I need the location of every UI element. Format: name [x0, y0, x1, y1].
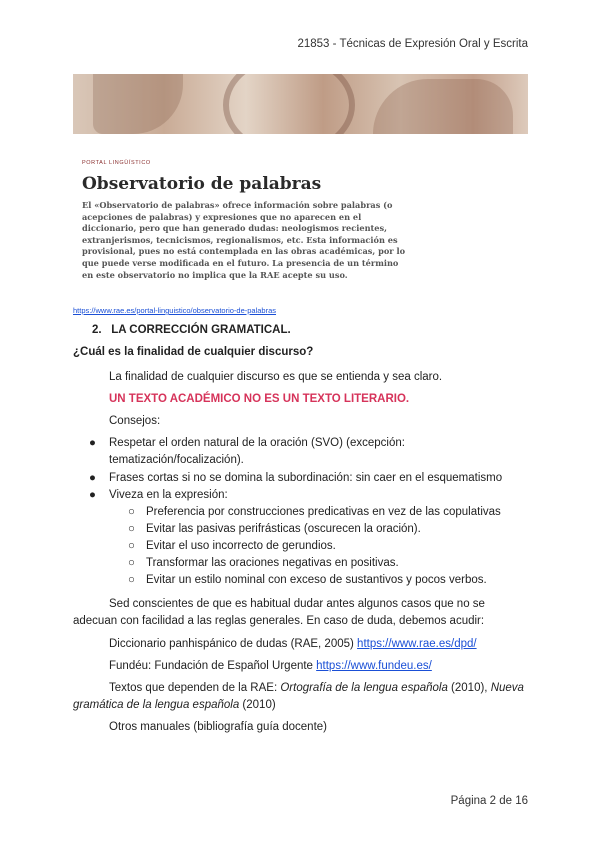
gramatica-title: Nueva gramática de la lengua española [73, 682, 524, 711]
sub-list-item-text: Transformar las oraciones negativas en positivas. [146, 557, 399, 569]
list-item-text: Viveza en la expresión: [109, 489, 228, 501]
list-item [89, 435, 489, 468]
banner-image [73, 74, 528, 134]
section-title: LA CORRECCIÓN GRAMATICAL. [111, 324, 291, 336]
dpd-link[interactable]: https://www.rae.es/dpd/ [357, 638, 477, 650]
page-number: Página 2 de 16 [450, 795, 528, 807]
sub-list-item [128, 555, 399, 572]
list-item-text: Respetar el orden natural de la oración (SVO) (excepción: tematización/focalización). [109, 437, 405, 466]
circle-bullet-icon: ○ [128, 506, 135, 518]
resource-dpd-text: Diccionario panhispánico de dudas (RAE, 2005) [109, 638, 358, 650]
sub-list-item [128, 521, 421, 538]
bullet-icon: ● [89, 472, 96, 484]
consejos-label: Consejos: [109, 415, 161, 427]
resource-fundeu-text: Fundéu: Fundación de Español Urgente [109, 660, 317, 672]
circle-bullet-icon: ○ [128, 523, 135, 535]
resource-dpd [109, 636, 477, 653]
list-item [89, 470, 519, 487]
section-number: 2. [92, 324, 102, 336]
figure-description: El «Observatorio de palabras» ofrece información sobre palabras (o acepciones de palabras) y expresiones que no aparecen en el diccionario, pero que han generado dudas: neologismos recientes, extranjerismos, tecnicismos, regionalismos, etc. Esta información es provisional, pues no está contemplada en las obras académicas, por lo que puede verse modificada en el futuro. La presencia de un término en este observatorio no implica que la RAE acepte su uso. [82, 200, 406, 280]
portal-label: PORTAL LINGÜÍSTICO [82, 160, 151, 166]
bullet-icon: ● [89, 437, 96, 449]
gramatica-year: (2010) [239, 698, 276, 711]
sub-list-item-text: Evitar las pasivas perifrásticas (oscurecen la oración). [146, 523, 421, 535]
sub-list-item [128, 504, 501, 521]
highlight-text: UN TEXTO ACADÉMICO NO ES UN TEXTO LITERARIO. [109, 393, 410, 405]
figure-title: Observatorio de palabras [82, 174, 322, 194]
ortografia-title: Ortografía de la lengua española [280, 682, 448, 694]
ortografia-year: (2010), [447, 682, 491, 694]
answer-text: La finalidad de cualquier discurso es que se entienda y sea claro. [109, 371, 443, 383]
sub-list-item [128, 538, 336, 555]
section-heading [92, 324, 291, 336]
circle-bullet-icon: ○ [128, 557, 135, 569]
page-header: 21853 - Técnicas de Expresión Oral y Escrita [297, 38, 528, 50]
resource-otros: Otros manuales (bibliografía guía docente) [109, 721, 327, 733]
list-item-text: Frases cortas si no se domina la subordinación: sin caer en el esquematismo [109, 472, 503, 484]
list-item [89, 487, 228, 504]
circle-bullet-icon: ○ [128, 540, 135, 552]
sub-list-item-text: Preferencia por construcciones predicativas en vez de las copulativas [146, 506, 501, 518]
sub-list-item [128, 572, 487, 589]
rae-texts-prefix: Textos que dependen de la RAE: [109, 682, 281, 694]
sub-list-item-text: Evitar el uso incorrecto de gerundios. [146, 540, 336, 552]
bullet-icon: ● [89, 489, 96, 501]
sub-list-item-text: Evitar un estilo nominal con exceso de sustantivos y pocos verbos. [146, 574, 487, 586]
resource-rae-texts [73, 680, 529, 713]
circle-bullet-icon: ○ [128, 574, 135, 586]
resource-fundeu [109, 658, 432, 675]
paragraph: Sed conscientes de que es habitual dudar antes algunos casos que no se adecuan con facilidad a las reglas generales. En caso de duda, debemos acudir: [73, 598, 485, 627]
source-link[interactable]: https://www.rae.es/portal-linguistico/observatorio-de-palabras [73, 306, 277, 315]
question: ¿Cuál es la finalidad de cualquier discurso? [73, 346, 314, 358]
fundeu-link[interactable]: https://www.fundeu.es/ [316, 660, 432, 672]
